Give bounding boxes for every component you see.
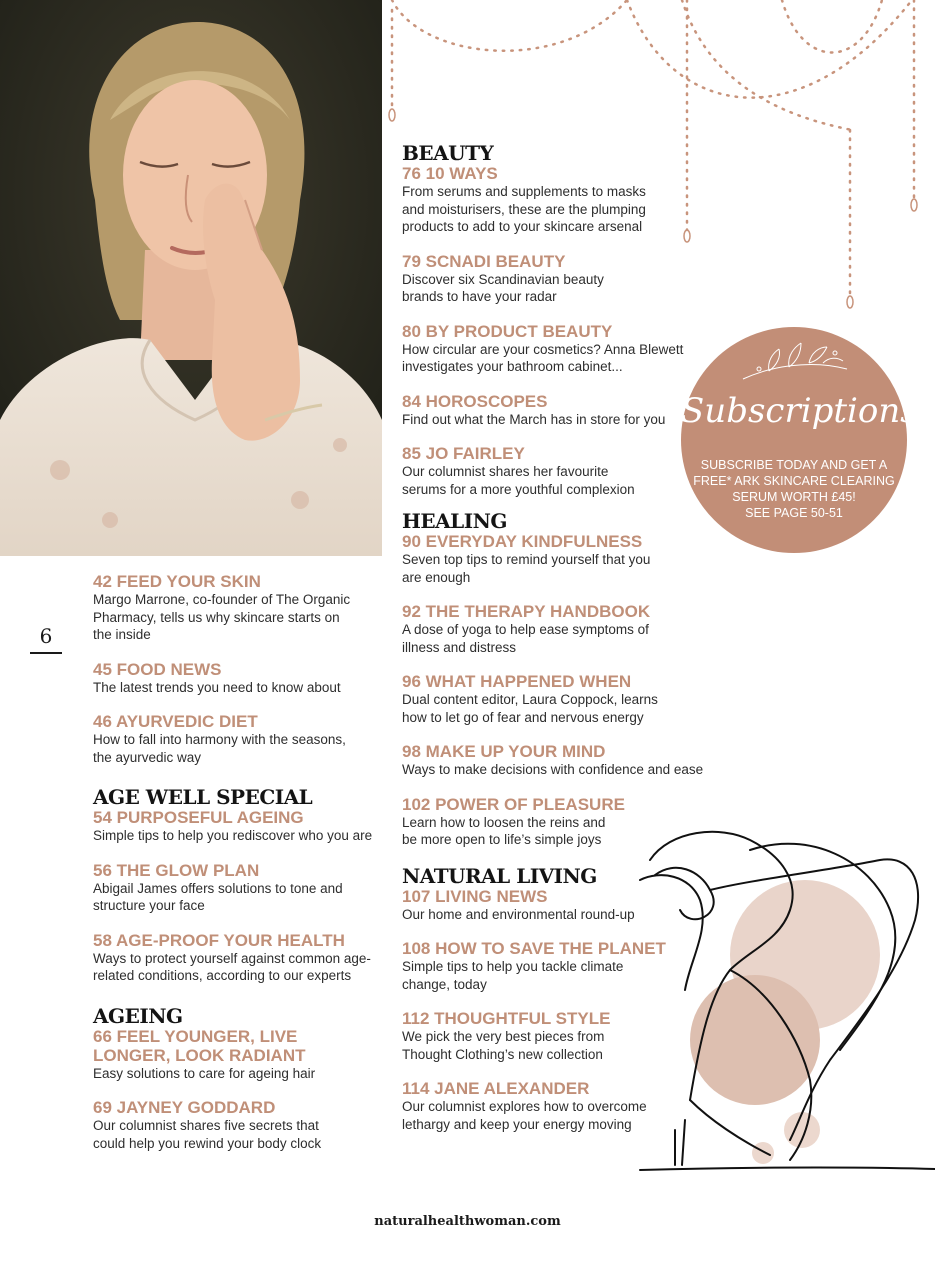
toc-entry-desc: the ayurvedic way <box>93 749 202 765</box>
toc-entry[interactable] <box>402 164 712 236</box>
toc-entry-title: 96 WHAT HAPPENED WHEN <box>402 672 632 691</box>
toc-entry-desc: investigates your bathroom cabinet... <box>402 359 623 374</box>
toc-entry-title: 56 THE GLOW PLAN <box>93 860 260 880</box>
toc-entry-desc: Our home and environmental round-up <box>402 906 635 922</box>
toc-entry-desc: be more open to life’s simple joys <box>402 832 602 847</box>
toc-entry-desc: Easy solutions to care for ageing hair <box>93 1065 316 1081</box>
subscriptions-line: FREE* ARK SKINCARE CLEARING <box>693 474 895 488</box>
toc-entry-title: 90 EVERYDAY KINDFULNESS <box>402 532 643 551</box>
toc-entry-desc: Our columnist explores how to overcome <box>402 1099 647 1114</box>
toc-entry-desc: Simple tips to help you tackle climate <box>402 959 624 974</box>
toc-entry-desc: lethargy and keep your energy moving <box>402 1116 632 1132</box>
toc-entry-desc: How to fall into harmony with the seasons, <box>93 732 346 747</box>
toc-entry[interactable] <box>402 444 712 498</box>
toc-entry-desc: Our columnist shares her favourite <box>402 464 609 479</box>
toc-entry-desc: products to add to your skincare arsenal <box>402 219 643 234</box>
toc-entry-title: 45 FOOD NEWS <box>93 659 222 679</box>
toc-entry-title: 107 LIVING NEWS <box>402 886 548 906</box>
toc-entry[interactable] <box>93 572 383 644</box>
toc-entry-desc: structure your face <box>93 898 205 913</box>
toc-entry-desc: Seven top tips to remind yourself that you <box>402 552 651 567</box>
toc-entry[interactable] <box>93 931 383 985</box>
toc-entry-desc: Pharmacy, tells us why skincare starts on <box>93 609 340 625</box>
woman-photo-illustration <box>0 0 382 556</box>
section-heading-ageing: AGEING <box>93 1003 183 1028</box>
toc-entry-desc: Discover six Scandinavian beauty <box>402 271 604 287</box>
toc-entry-desc: are enough <box>402 569 471 585</box>
subscriptions-line: SEE PAGE 50-51 <box>745 506 843 520</box>
toc-entry-desc: Ways to make decisions with confidence and ease <box>402 762 704 777</box>
toc-entry-title: 98 MAKE UP YOUR MIND <box>402 742 606 761</box>
subscriptions-script-title: Subscriptions <box>681 391 918 431</box>
toc-entry-title: 80 BY PRODUCT BEAUTY <box>402 321 613 341</box>
toc-entry-desc: How circular are your cosmetics? Anna Blewett <box>402 341 684 357</box>
section-heading-age-well: AGE WELL SPECIAL <box>93 785 313 809</box>
toc-entry-desc: change, today <box>402 976 487 992</box>
toc-entry-title: 54 PURPOSEFUL AGEING <box>93 808 304 827</box>
toc-entry-desc: Abigail James offers solutions to tone and <box>93 880 343 896</box>
section-heading-beauty: BEAUTY <box>402 141 494 165</box>
toc-entry[interactable] <box>93 712 383 766</box>
toc-entry-title: 102 POWER OF PLEASURE <box>402 794 625 814</box>
toc-entry-title: 114 JANE ALEXANDER <box>402 1079 590 1098</box>
toc-entry-desc: Thought Clothing’s new collection <box>402 1046 603 1062</box>
toc-entry-desc: Margo Marrone, co-founder of The Organic <box>93 592 351 607</box>
toc-entry-desc: could help you rewind your body clock <box>93 1135 322 1151</box>
section-heading-healing: HEALING <box>402 509 507 533</box>
toc-entry-desc: the inside <box>93 627 151 642</box>
toc-entry-desc: how to let go of fear and nervous energy <box>402 709 644 725</box>
toc-entry-title: 92 THE THERAPY HANDBOOK <box>402 602 651 621</box>
toc-entry-desc: illness and distress <box>402 639 517 655</box>
toc-entry[interactable] <box>93 808 383 845</box>
toc-entry-desc: brands to have your radar <box>402 289 557 304</box>
toc-entry[interactable] <box>93 660 383 697</box>
toc-entry-desc: The latest trends you need to know about <box>93 679 341 695</box>
toc-entry-desc: From serums and supplements to masks <box>402 184 646 199</box>
toc-entry-desc: A dose of yoga to help ease symptoms of <box>402 622 649 637</box>
toc-entry-title: LONGER, LOOK RADIANT <box>93 1045 306 1065</box>
toc-entry-title: 76 10 WAYS <box>402 164 498 183</box>
section-heading-natural-living: NATURAL LIVING <box>402 863 597 888</box>
toc-entry-title: 42 FEED YOUR SKIN <box>93 572 261 591</box>
cover-photo-woman <box>0 0 382 556</box>
line-art-figure-illustration <box>630 820 935 1180</box>
subscriptions-line: SUBSCRIBE TODAY AND GET A <box>700 458 888 472</box>
page-number: 6 <box>30 624 62 654</box>
toc-entry-desc: related conditions, according to our experts <box>93 968 352 983</box>
toc-entry-title: 79 SCNADI BEAUTY <box>402 251 566 271</box>
subscriptions-badge[interactable] <box>681 327 918 553</box>
toc-entry[interactable] <box>93 861 383 915</box>
subscriptions-line: SERUM WORTH £45! <box>732 490 856 504</box>
toc-entry-desc: Find out what the March has in store for you <box>402 411 666 427</box>
toc-entry[interactable] <box>402 742 712 779</box>
toc-entry[interactable] <box>402 602 712 656</box>
toc-entry-title: 69 JAYNEY GODDARD <box>93 1098 276 1117</box>
toc-entry-desc: Simple tips to help you rediscover who you are <box>93 828 373 843</box>
toc-entry-title: 66 FEEL YOUNGER, LIVE <box>93 1026 298 1046</box>
floral-sprig-icon <box>739 339 851 385</box>
toc-entry[interactable] <box>402 252 712 306</box>
toc-entry-desc: We pick the very best pieces from <box>402 1029 605 1044</box>
toc-entry-desc: serums for a more youthful complexion <box>402 481 635 497</box>
toc-entry-title: 84 HOROSCOPES <box>402 391 548 411</box>
website-footer[interactable]: naturalhealthwoman.com <box>374 1214 561 1229</box>
toc-entry-title: 46 AYURVEDIC DIET <box>93 712 258 731</box>
toc-entry[interactable] <box>402 322 712 376</box>
toc-entry[interactable] <box>402 532 712 586</box>
toc-entry[interactable] <box>93 1098 383 1152</box>
toc-entry-desc: Ways to protect yourself against common age- <box>93 950 371 966</box>
toc-entry[interactable] <box>402 392 712 429</box>
toc-entry-title: 85 JO FAIRLEY <box>402 444 525 463</box>
toc-entry-desc: Our columnist shares five secrets that <box>93 1118 319 1133</box>
toc-entry-title: 112 THOUGHTFUL STYLE <box>402 1009 611 1028</box>
toc-entry-title: 108 HOW TO SAVE THE PLANET <box>402 939 666 958</box>
toc-entry-title: 58 AGE-PROOF YOUR HEALTH <box>93 930 345 950</box>
toc-entry-desc: and moisturisers, these are the plumping <box>402 201 646 217</box>
toc-entry[interactable] <box>93 1027 383 1083</box>
subscriptions-offer-text <box>693 457 895 521</box>
toc-entry[interactable] <box>402 672 712 726</box>
left-column <box>93 572 383 1152</box>
toc-entry-desc: Dual content editor, Laura Coppock, learns <box>402 692 658 707</box>
toc-entry-desc: Learn how to loosen the reins and <box>402 814 606 830</box>
